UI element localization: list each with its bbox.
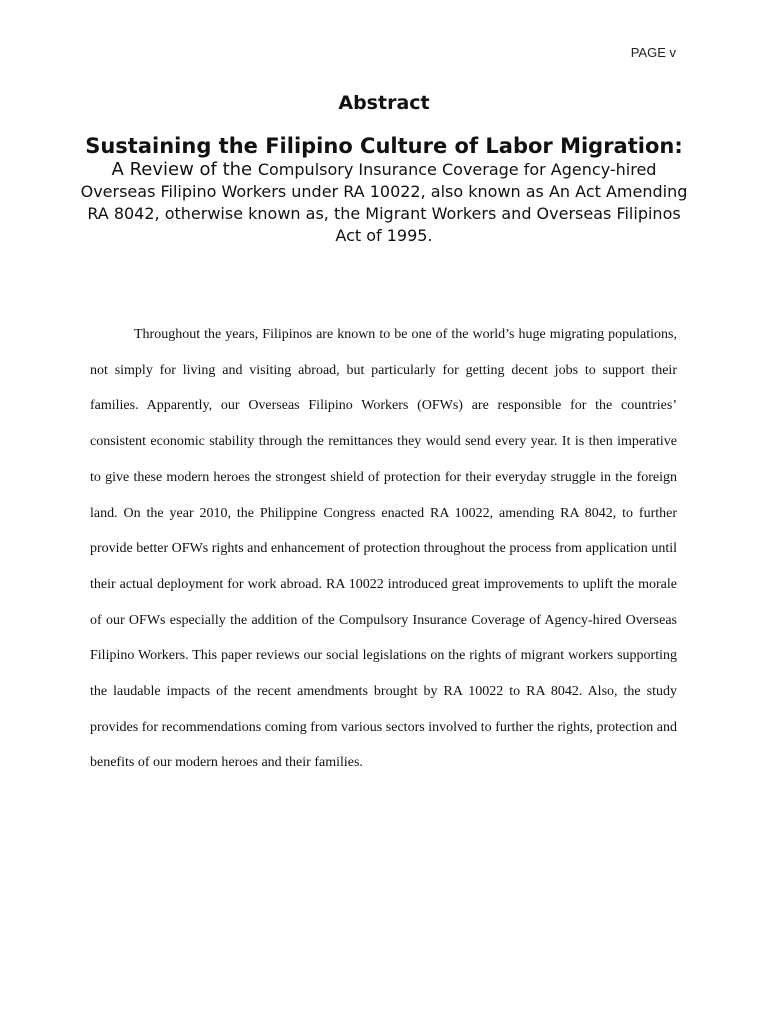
title-rest: Compulsory Insurance Coverage for Agency-hired Overseas Filipino Workers under RA 10022, also known as An Act Amending RA 8042, otherwise known as, the Migrant Workers and Overseas Filipinos Act of 1995. [80,160,688,245]
page-number: PAGE v [630,45,676,60]
abstract-heading: Abstract [338,92,430,114]
abstract-body: Throughout the years, Filipinos are known to be one of the world’s huge migrating populations, not simply for living and visiting abroad, but particularly for getting decent jobs to support their families. Apparently, our Overseas Filipino Workers (OFWs) are responsible for the countries’ consistent economic stability through the remittances they would send every year. It is then imperative to give these modern heroes the strongest shield of protection for their everyday struggle in the foreign land. On the year 2010, the Philippine Congress enacted RA 10022, amending RA 8042, to further provide better OFWs rights and enhancement of protection throughout the process from application until their actual deployment for work abroad. RA 10022 introduced great improvements to uplift the morale of our OFWs especially the addition of the Compulsory Insurance Coverage of Agency-hired Overseas Filipino Workers. This paper reviews our social legislations on the rights of migrant workers supporting the laudable impacts of the recent amendments brought by RA 10022 to RA 8042. Also, the study provides for recommendations coming from various sectors involved to further the rights, protection and benefits of our modern heroes and their families. [90,327,677,771]
title-review: A Review of the [111,159,258,180]
paper-title [80,133,688,247]
title-main: Sustaining the Filipino Culture of Labor Migration: [85,134,683,158]
